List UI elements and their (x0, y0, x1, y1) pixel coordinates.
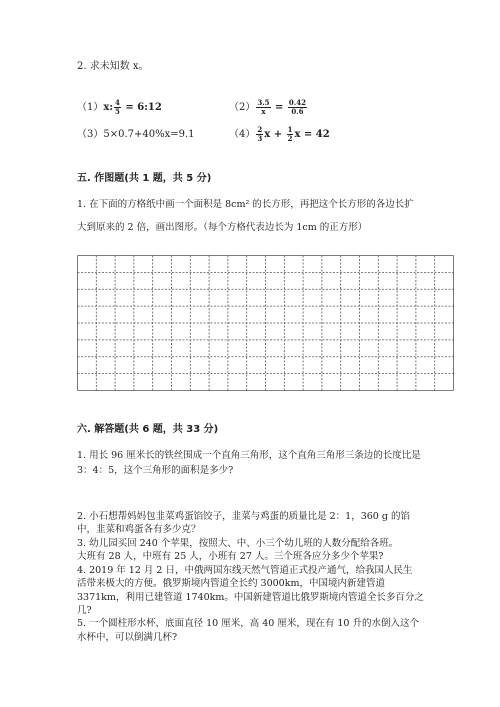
equation-2-fraction-right (288, 99, 307, 116)
section6-q1-line2: 3：4：5，这个三角形的面积是多少? (77, 465, 234, 476)
equation-2-equals: = (271, 102, 287, 113)
section6-title: 六. 解答题(共 6 题，共 33 分) (77, 424, 219, 435)
section5-q1-line2: 大到原来的 2 倍，画出图形。（每个方格代表边长为 1cm 的正方形） (77, 222, 368, 233)
equation-4-fraction-right (287, 126, 294, 143)
section6-q2-line1: 2. 小石想帮妈妈包韭菜鸡蛋馅饺子，韭菜与鸡蛋的质量比是 2：1，360 g 的馅 (77, 511, 410, 522)
section2-heading: 2. 求未知数 x。 (77, 61, 149, 72)
equation-1 (77, 99, 162, 116)
fraction-numerator: 1 (287, 125, 293, 134)
equation-1-fraction (114, 99, 121, 116)
fraction-denominator: 2 (287, 134, 293, 143)
equation-3-number: （3） (77, 129, 104, 140)
equation-4-number: （4） (229, 129, 256, 140)
equation-4-mid: x + (264, 129, 286, 140)
equation-4-post: x = 42 (294, 129, 330, 140)
fraction-numerator: 2 (257, 125, 263, 134)
fraction-numerator: 3.5 (257, 98, 270, 107)
fraction-numerator: 4 (115, 98, 120, 107)
section5-title: 五. 作图题(共 1 题，共 5 分) (77, 173, 212, 184)
section6-q4-line1: 4. 2019 年 12 月 2 日，中俄两国东线天然气管道正式投产通气，给我国人民生 (77, 565, 413, 576)
equation-1-pre: x: (103, 102, 114, 113)
section6-q2-line2: 中，韭菜和鸡蛋各有多少克？ (77, 524, 201, 535)
equation-2-fraction-left (256, 99, 270, 116)
equation-2-number: （2） (229, 102, 256, 113)
section6-q4-line2: 活带来极大的方便。俄罗斯境内管道全长约 3000km，中国境内新建管道 (77, 578, 385, 589)
equation-3 (77, 128, 195, 141)
section6-q5-line1: 5. 一个圆柱形水杯，底面直径 10 厘米，高 40 厘米，现在有 10 升的水倒入这个 (77, 618, 419, 629)
section5-q1-line1: 1. 在下面的方格纸中画一个面积是 8cm² 的长方形，再把这个长方形的各边长扩 (77, 199, 414, 210)
equation-4-fraction-left (256, 126, 263, 143)
section6-q3-line2: 大班有 28 人，中班有 25 人，小班有 27 人。三个班各应分多少个苹果? (77, 551, 384, 562)
fraction-denominator: 5 (115, 107, 120, 116)
section6-q5-line2: 水杯中，可以倒满几杯? (77, 632, 178, 643)
equation-4 (229, 126, 330, 143)
equation-1-post: = 6:12 (121, 102, 162, 113)
fraction-denominator: 0.6 (291, 107, 304, 116)
section6-q1-line1: 1. 用长 96 厘米长的铁丝围成一个直角三角形，这个直角三角形三条边的长度比是 (77, 450, 421, 461)
section6-q4-line4: 几? (77, 605, 92, 616)
fraction-denominator: x (261, 107, 266, 116)
square-grid-paper[interactable] (77, 255, 454, 391)
section6-q4-line3: 3371km，利用已建管道 1740km。中国新建管道比俄罗斯境内管道全长多百分之 (77, 592, 424, 603)
equation-1-number: （1） (77, 102, 104, 113)
fraction-denominator: 3 (257, 134, 263, 143)
equation-3-text: 5×0.7+40%x=9.1 (103, 129, 195, 140)
section6-q3-line1: 3. 幼儿园买回 240 个苹果，按照大、中、小三个幼儿班的人数分配给各班。 (77, 538, 399, 549)
equation-2 (229, 99, 308, 116)
fraction-numerator: 0.42 (288, 98, 306, 107)
